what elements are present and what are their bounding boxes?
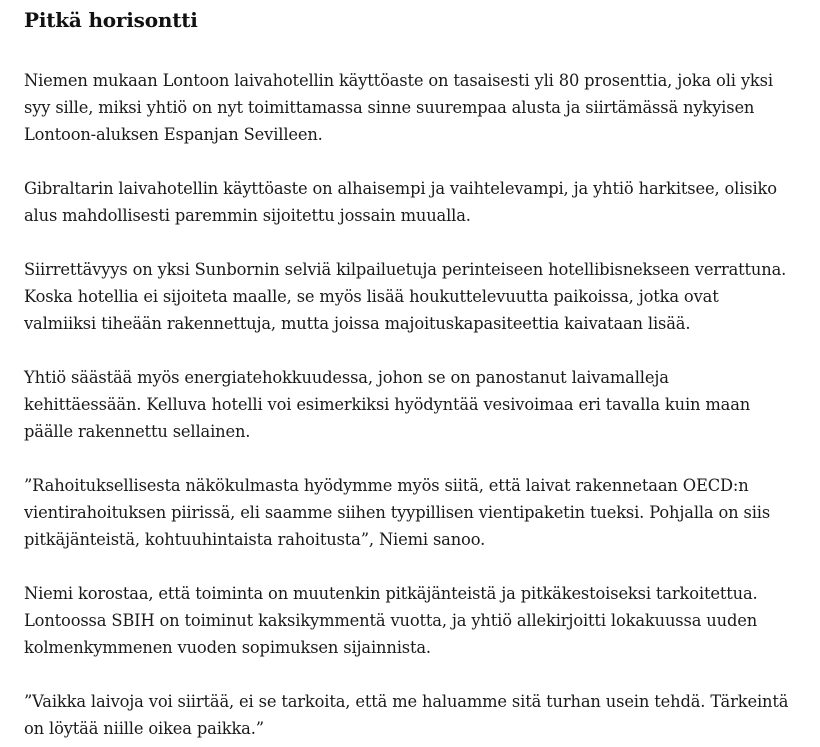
paragraph-line: kolmenkymmenen vuoden sopimuksen sijainnista. (24, 638, 431, 657)
paragraph-5 (24, 472, 770, 553)
paragraph-line: vientirahoituksen piirissä, eli saamme siihen tyypillisen vientipaketin tueksi. Pohjalla on siis (24, 503, 771, 522)
paragraph-2 (24, 175, 777, 229)
article-section (24, 0, 804, 738)
paragraph-line: Siirrettävyys on yksi Sunbornin selviä kilpailuetuja perinteiseen hotellibisnekseen verrattuna. (24, 260, 787, 279)
paragraph-line: alus mahdollisesti paremmin sijoitettu jossain muualla. (24, 206, 471, 225)
paragraph-6 (24, 580, 758, 661)
paragraph-line: kehittäessään. Kelluva hotelli voi esimerkiksi hyödyntää vesivoimaa eri tavalla kuin maan (24, 395, 751, 414)
paragraph-3 (24, 256, 786, 337)
paragraph-line: Koska hotellia ei sijoiteta maalle, se myös lisää houkuttelevuutta paikoissa, jotka ovat (24, 287, 719, 306)
paragraph-1 (24, 67, 773, 148)
paragraph-line: päälle rakennettu sellainen. (24, 422, 251, 441)
paragraph-line: valmiiksi tiheään rakennettuja, mutta joissa majoituskapasiteettia kaivataan lisää. (24, 314, 691, 333)
paragraph-4 (24, 364, 750, 445)
paragraph-line: Lontoon-aluksen Espanjan Sevilleen. (24, 125, 323, 144)
paragraph-7 (24, 688, 788, 742)
paragraph-line: Niemi korostaa, että toiminta on muutenkin pitkäjänteistä ja pitkäkestoiseksi tarkoitettua. (24, 584, 758, 603)
paragraph-line: ”Vaikka laivoja voi siirtää, ei se tarkoita, että me haluamme sitä turhan usein tehdä. Tärkeintä (24, 692, 789, 711)
paragraph-line: Niemen mukaan Lontoon laivahotellin käyttöaste on tasaisesti yli 80 prosenttia, joka oli yksi (24, 71, 773, 90)
paragraph-line: syy sille, miksi yhtiö on nyt toimittamassa sinne suurempaa alusta ja siirtämässä nykyisen (24, 98, 755, 117)
section-heading: Pitkä horisontti (24, 8, 198, 32)
paragraph-line: pitkäjänteistä, kohtuuhintaista rahoitusta”, Niemi sanoo. (24, 530, 486, 549)
paragraph-line: Gibraltarin laivahotellin käyttöaste on alhaisempi ja vaihtelevampi, ja yhtiö harkitsee, olisiko (24, 179, 777, 198)
paragraph-line: Yhtiö säästää myös energiatehokkuudessa, johon se on panostanut laivamalleja (24, 368, 669, 387)
paragraph-line: ”Rahoituksellisesta näkökulmasta hyödymme myös siitä, että laivat rakennetaan OECD:n (24, 476, 749, 495)
paragraph-line: on löytää niille oikea paikka.” (24, 719, 264, 738)
paragraph-line: Lontoossa SBIH on toiminut kaksikymmentä vuotta, ja yhtiö allekirjoitti lokakuussa uuden (24, 611, 758, 630)
